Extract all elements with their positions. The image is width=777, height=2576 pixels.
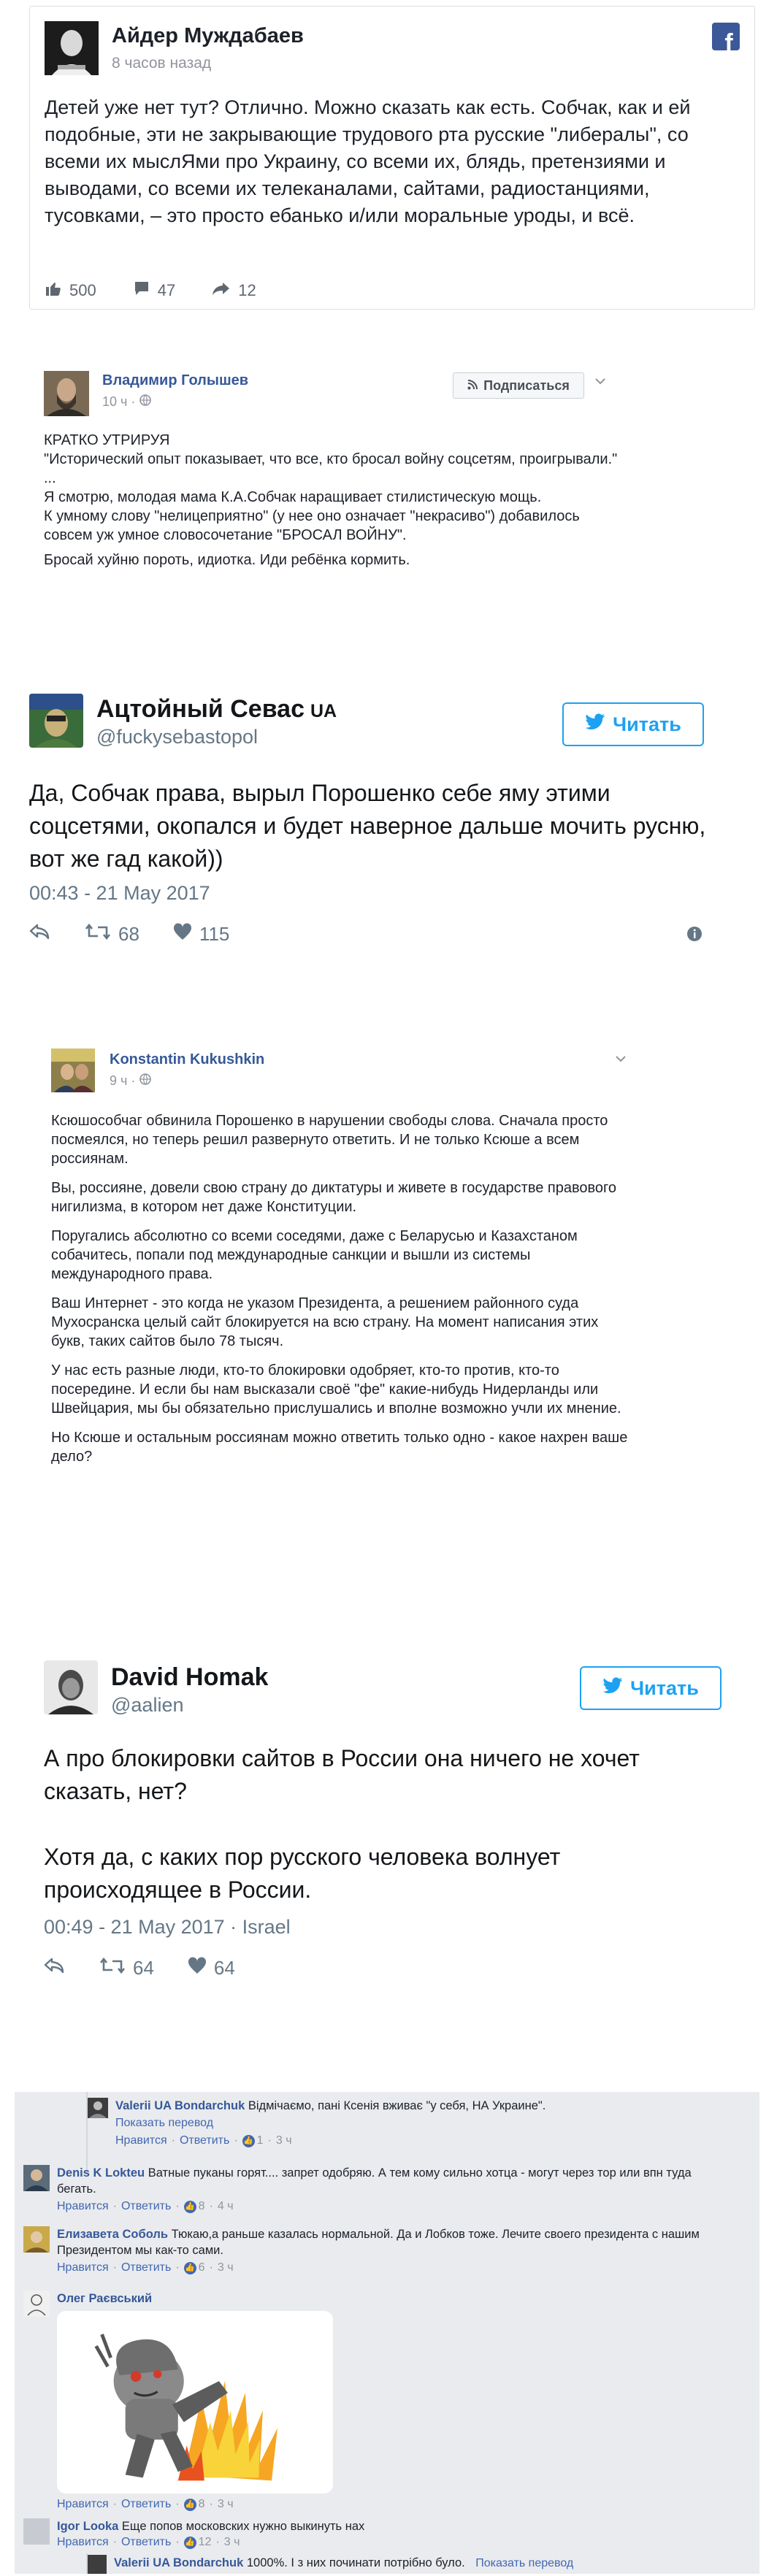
comment-time[interactable]: 3 ч	[217, 2498, 234, 2510]
comment-body: Ватные пуканы горят.... запрет одобряю. А тем кому сильно хотца - могут через тор или впн туда бегать.	[57, 2166, 692, 2196]
facebook-post-muzhdabaev	[29, 6, 755, 310]
post-meta	[110, 1073, 151, 1089]
like-count: 12	[198, 2536, 212, 2548]
post-meta	[102, 394, 151, 410]
like-link[interactable]: Нравится	[57, 2536, 109, 2548]
tweet-author-name: Ацтойный Севас	[96, 695, 305, 723]
comment-body: Відмічаємо, пані Ксенія вживає "у себя, НА Украине".	[248, 2099, 546, 2112]
separator: ·	[215, 2536, 220, 2548]
post-text	[51, 1111, 635, 1466]
reply-link[interactable]: Ответить	[179, 2134, 230, 2147]
comment-text	[115, 2098, 743, 2114]
comment-image[interactable]	[57, 2311, 333, 2493]
reply-link[interactable]: Ответить	[120, 2536, 172, 2548]
comment-text	[114, 2555, 742, 2572]
comment-body: Тюкаю,а раньше казалась нормальной. Да и Лобков тоже. Лечите своего президента с нашим Президентом мы как-то сами.	[57, 2228, 700, 2257]
tweet-date[interactable]: 00:43 - 21 May 2017	[29, 882, 210, 904]
like-counter[interactable]	[242, 2134, 264, 2147]
facebook-logo-icon[interactable]	[712, 23, 740, 50]
like-link[interactable]: Нравится	[57, 2498, 109, 2510]
avatar[interactable]	[23, 2165, 50, 2191]
thumbs-up-icon: 👍	[242, 2135, 255, 2147]
text-paragraph: Поругались абсолютно со всеми соседями, даже с Беларусью и Казахстаном собачитесь, попали под международные санкции и вышли из системы международного права.	[51, 1228, 578, 1282]
avatar[interactable]	[44, 1660, 98, 1714]
rss-icon	[467, 378, 478, 394]
tweet-actions	[44, 1957, 269, 1979]
author-badge: UA	[310, 701, 337, 721]
author-name[interactable]: Владимир Голышев	[102, 372, 249, 388]
like-link[interactable]: Нравится	[115, 2134, 167, 2147]
text-line: "Исторический опыт показывает, что все, кто бросал войну соцсетям, проигрывали."	[44, 451, 618, 467]
retweet-icon	[85, 923, 111, 946]
comment-time[interactable]: 3 ч	[275, 2134, 292, 2147]
avatar[interactable]	[88, 2555, 107, 2574]
comment-text	[57, 2518, 685, 2534]
follow-label: Читать	[630, 1676, 699, 1699]
comment-author[interactable]: Valerii UA Bondarchuk	[115, 2099, 245, 2112]
avatar[interactable]	[29, 694, 83, 748]
tweet-handle[interactable]: @aalien	[111, 1694, 184, 1716]
like-counter[interactable]	[184, 2498, 205, 2511]
avatar[interactable]	[23, 2291, 50, 2317]
like-counter[interactable]	[184, 2261, 205, 2274]
text-line: Я смотрю, молодая мама К.А.Собчак наращивает стилистическую мощь.	[44, 489, 542, 505]
reply-link[interactable]: Ответить	[120, 2498, 172, 2510]
comment-count: 47	[157, 281, 176, 299]
reply-action[interactable]	[44, 1957, 66, 1979]
chevron-down-icon[interactable]	[593, 374, 608, 388]
globe-icon	[139, 394, 151, 410]
post-time[interactable]: 9 ч ·	[110, 1073, 136, 1088]
tweet-author[interactable]	[96, 695, 337, 724]
like-link[interactable]: Нравится	[57, 2261, 109, 2274]
thumbs-up-icon: 👍	[184, 2262, 196, 2274]
like-count: 64	[213, 1957, 235, 1979]
tweet-date[interactable]: 00:49 - 21 May 2017 · Israel	[44, 1916, 291, 1938]
separator: ·	[112, 2536, 117, 2548]
avatar[interactable]	[51, 1049, 95, 1092]
comment-author[interactable]: Елизавета Соболь	[57, 2228, 168, 2241]
tweet-actions	[29, 923, 263, 946]
comment-author[interactable]: Олег Раєвський	[57, 2292, 153, 2305]
separator: ·	[112, 2498, 117, 2510]
author-name[interactable]: Konstantin Kukushkin	[110, 1051, 265, 1067]
avatar[interactable]	[23, 2226, 50, 2253]
comment-icon	[133, 280, 150, 302]
text-paragraph: Ваш Интернет - это когда не указом Президента, а решением районного суда Мухосранска целый сайт блокируется на всю страну. На момент написания этих букв, таких сайтов было 78 тысяч.	[51, 1295, 599, 1349]
retweet-icon	[99, 1957, 126, 1979]
tweet-text-line: А про блокировки сайтов в России она ничего не хочет сказать, нет?	[44, 1745, 640, 1804]
thumbs-up-icon: 👍	[184, 2537, 196, 2549]
reply-link[interactable]: Ответить	[120, 2200, 172, 2212]
translate-link[interactable]: Показать перевод	[472, 2557, 574, 2569]
avatar[interactable]	[45, 21, 99, 75]
tweet-text	[44, 1742, 686, 1906]
text-line: КРАТКО УТРИРУЯ	[44, 432, 170, 448]
tweet-author-name[interactable]: David Homak	[111, 1663, 269, 1691]
thumbs-up-icon	[45, 280, 62, 302]
tweet-text-line: Хотя да, с каких пор русского человека волнует происходящее в России.	[44, 1844, 561, 1903]
retweet-count: 64	[133, 1957, 154, 1979]
separator: ·	[209, 2498, 213, 2510]
thumbs-up-icon: 👍	[184, 2499, 196, 2511]
info-icon[interactable]	[686, 926, 703, 942]
like-count: 8	[198, 2200, 205, 2212]
twitter-bird-icon	[602, 1677, 623, 1700]
post-text: Детей уже нет тут? Отлично. Можно сказать как есть. Собчак, как и ей подобные, эти не закрывающие трудового рта русские "либералы", со всеми их мыслЯми про Украину, со всеми их, блядь, претензиями и выводами, со всеми их телеканалами, сайтами, радиостанциями, тусовками, – это просто ебанько и/или моральные уроды, и всё.	[45, 96, 691, 226]
like-group[interactable]	[45, 280, 96, 302]
retweet-action[interactable]	[99, 1957, 154, 1979]
follow-button[interactable]	[562, 702, 704, 746]
retweet-count: 68	[118, 923, 139, 945]
like-count: 115	[199, 923, 230, 945]
comment-text	[57, 2165, 729, 2197]
comment-text	[57, 2226, 729, 2258]
comment-meta: Нравится · Ответить · 👍 6 · 3 ч	[57, 2261, 234, 2274]
comment-text	[57, 2291, 152, 2307]
post-time[interactable]: 8 часов назад	[112, 55, 212, 72]
comment-meta: Нравится · Ответить · 👍 1 · 3 ч	[115, 2134, 292, 2147]
post-time[interactable]: 10 ч ·	[102, 394, 136, 409]
globe-icon	[139, 1073, 151, 1089]
comment-body: 1000%. І з них починати потрібно було.	[243, 2556, 465, 2569]
text-paragraph: Вы, россияне, довели свою страну до диктатуры и живете в государстве правового нигилизма, в котором нет даже Конституции.	[51, 1180, 617, 1215]
chevron-down-icon[interactable]	[613, 1051, 628, 1066]
like-count: 6	[198, 2261, 205, 2274]
text-paragraph: Но Ксюше и остальным россиянам можно ответить только одно - какое нахрен ваше дело?	[51, 1430, 628, 1465]
reply-arrow-icon	[44, 1957, 66, 1979]
like-count: 8	[198, 2498, 205, 2510]
author-name[interactable]: Айдер Муждабаев	[112, 24, 304, 47]
share-group[interactable]	[212, 280, 256, 302]
reaction-bar	[45, 278, 286, 303]
like-counter[interactable]	[184, 2200, 205, 2213]
avatar[interactable]	[88, 2098, 108, 2118]
comment-body: Еще попов московских нужно выкинуть нах	[118, 2520, 365, 2533]
text-line: Бросай хуйню пороть, идиотка. Иди ребёнка кормить.	[44, 552, 410, 568]
follow-button[interactable]	[580, 1666, 722, 1710]
like-count: 1	[256, 2134, 264, 2147]
share-arrow-icon	[212, 280, 231, 302]
separator: ·	[175, 2536, 180, 2548]
comment-group[interactable]	[133, 280, 175, 302]
avatar[interactable]	[23, 2518, 50, 2545]
avatar[interactable]	[44, 371, 89, 416]
subscribe-button[interactable]	[453, 372, 584, 399]
comment-time[interactable]: 3 ч	[223, 2536, 240, 2548]
comment-author[interactable]: Igor Looka	[57, 2520, 119, 2533]
comment-time[interactable]: 3 ч	[217, 2261, 234, 2274]
comment-author[interactable]: Denis K Lokteu	[57, 2166, 145, 2180]
comment-meta	[57, 2498, 234, 2511]
heart-icon	[173, 923, 192, 946]
comments-section	[15, 2092, 759, 2574]
text-paragraph: Ксюшособчаг обвинила Порошенко в нарушении свободы слова. Сначала просто посмеялся, но теперь решил развернуто ответить. И не только Ксюше а всем россиянам.	[51, 1113, 608, 1167]
like-action[interactable]	[173, 923, 229, 946]
tweet-handle[interactable]: @fuckysebastopol	[96, 726, 259, 748]
reply-arrow-icon	[29, 923, 51, 946]
retweet-action[interactable]	[85, 923, 139, 946]
share-count: 12	[238, 281, 256, 299]
facebook-logo-letter: f	[724, 29, 733, 50]
divider	[15, 2547, 759, 2548]
text-paragraph: У нас есть разные люди, кто-то блокировки одобряет, кто-то против, кто-то посередине. И если бы нам высказали своё "фе" какие-нибудь Нидерланды или Швейцария, мы бы обязательно прислушались и вполне возможно учли их мнение.	[51, 1362, 621, 1417]
text-line: ...	[44, 470, 56, 486]
like-action[interactable]	[188, 1957, 235, 1979]
heart-icon	[188, 1957, 207, 1979]
follow-label: Читать	[613, 713, 681, 735]
text-line: К умному слову "нелицеприятно" (у нее оно означает "некрасиво") добавилось совсем уж умное словосочетание "БРОСАЛ ВОЙНУ".	[44, 508, 580, 543]
thumbs-up-icon: 👍	[184, 2201, 196, 2213]
reply-action[interactable]	[29, 923, 51, 946]
comment-time[interactable]: 4 ч	[217, 2200, 234, 2212]
like-count: 500	[69, 281, 96, 299]
comment-meta: Нравится · Ответить · 👍 8 · 4 ч	[57, 2200, 234, 2212]
post-text	[44, 431, 628, 570]
reply-link[interactable]: Ответить	[120, 2261, 172, 2274]
tweet-text: Да, Собчак права, вырыл Порошенко себе яму этими соцсетями, окопался и будет наверное дальше мочить русню, вот же гад какой))	[29, 780, 706, 872]
like-link[interactable]: Нравится	[57, 2200, 109, 2212]
comment-author[interactable]: Valerii UA Bondarchuk	[114, 2556, 244, 2569]
separator: ·	[175, 2498, 180, 2510]
twitter-bird-icon	[585, 713, 605, 736]
subscribe-label: Подписаться	[483, 377, 570, 393]
translate-link[interactable]: Показать перевод	[115, 2117, 214, 2129]
